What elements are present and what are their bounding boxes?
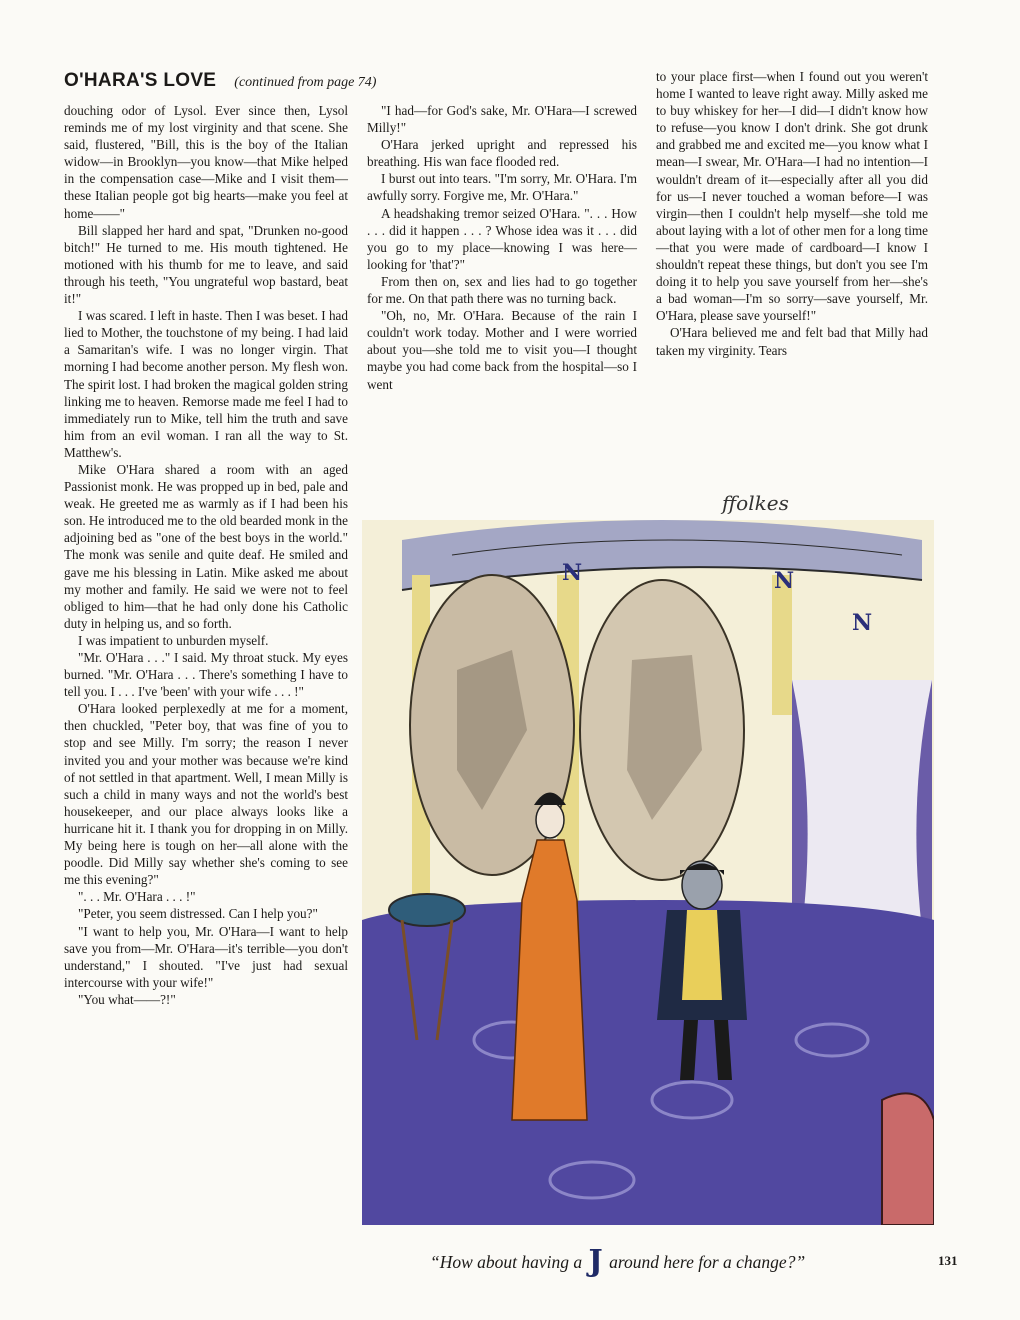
paragraph: "I want to help you, Mr. O'Hara—I want to help save you from—Mr. O'Hara—it's terrible—you don't understand," I shouted. "I've just had sexual intercourse with your wife!" [64, 923, 348, 990]
paragraph: O'Hara jerked upright and repressed his breathing. His wan face flooded red. [367, 137, 637, 170]
paragraph: "You what——?!" [78, 991, 176, 1007]
paragraph: I was impatient to unburden myself. [78, 632, 269, 648]
paragraph: "I had—for God's sake, Mr. O'Hara—I screwed Milly!" [367, 103, 637, 136]
paragraph: to your place first—when I found out you weren't home I wanted to leave right away. Milly asked me to buy whiskey for her—I did—I didn't know how to refuse—you know I don't drink. She got drunk and grabbed me and excited me—you know what I mean—I swear, Mr. O'Hara—I had no intention—I wouldn't dream of it—especially after all you did for us—I never touched a woman before—I was virgin—then I couldn't help myself—she told me about laying with a lot of other men for a long time—that you were made of cardboard—I know I shouldn't repeat these things, but don't you see I'm doing it to help you save yourself from her—she's a bad woman—I'm so sorry—save yourself, Mr. O'Hara, please save yourself!" [656, 69, 928, 324]
emblem-n: N [774, 568, 795, 594]
paragraph: "Oh, no, Mr. O'Hara. Because of the rain I couldn't work today. Mother and I were worried about you—she told me to visit you—I thought maybe you had come back from the hospital—so I went [367, 308, 637, 392]
paragraph: Bill slapped her hard and spat, "Drunken no-good bitch!" He turned to me. His mouth tightened. He motioned with his thumb for me to leave, and said through his teeth, "You ungrateful wop bastard, beat it!" [64, 222, 348, 307]
article-header [64, 70, 376, 92]
emblem-n: N [852, 610, 873, 636]
page-number: 131 [938, 1253, 958, 1268]
paragraph: From then on, sex and lies had to go together for me. On that path there was no turning back. [367, 273, 637, 307]
paragraph: O'Hara believed me and felt bad that Milly had taken my virginity. Tears [656, 325, 928, 358]
cartoon-caption [430, 1244, 805, 1279]
caption-text-start: “How about having a [430, 1252, 583, 1272]
artist-signature: ffolkes [722, 491, 789, 515]
paragraph: "Mr. O'Hara . . ." I said. My throat stuck. My eyes burned. "Mr. O'Hara . . . There's something I have to tell you. I . . . I've 'been' with your wife . . . !" [64, 650, 348, 700]
text-column-1 [64, 102, 348, 1008]
paragraph: "Peter, you seem distressed. Can I help you?" [78, 906, 318, 922]
paragraph: douching odor of Lysol. Ever since then, Lysol reminds me of my lost virginity and that scene. She said, flustered, "Bill, this is the boy of the Italian widow—in Brooklyn—you know—that Mike helped in the compensation case—Mike and I visit them—these Italian people got big hearts—make you feel at home——" [64, 103, 348, 221]
paragraph: A headshaking tremor seized O'Hara. ". . . How . . . did it happen . . . ? Whose idea was it . . . did you go to my place—knowing I was here—looking for 'that'?" [367, 205, 637, 272]
article-title: O'HARA'S LOVE [64, 70, 217, 91]
caption-text-end: around here for a change?” [609, 1252, 806, 1272]
continued-note: (continued from page 74) [234, 75, 377, 90]
text-column-3 [656, 68, 928, 359]
paragraph: I burst out into tears. "I'm sorry, Mr. O'Hara. I'm awfully sorry. Forgive me, Mr. O'Hara." [367, 171, 637, 204]
paragraph: Mike O'Hara shared a room with an aged Passionist monk. He was propped up in bed, pale and weak. He greeted me as warmly as if I had been his son. He introduced me to the old bearded monk in the adjoining bed as "one of the best boys in the world." The monk was senile and quite deaf. He smiled and gave me his blessing in Latin. Mike asked me about my mother and family. He said we were not to feel obliged to him—that he had only done his Catholic duty in helping us, and so forth. [64, 461, 348, 631]
text-column-2 [367, 102, 637, 393]
emblem-n: N [562, 560, 583, 586]
cartoon-illustration [362, 480, 934, 1225]
caption-emblem-letter: J [588, 1244, 603, 1279]
paragraph: O'Hara looked perplexedly at me for a moment, then chuckled, "Peter boy, that was fine of you to stop and see Milly. I'm sorry; the reason I never invited you and your mother was because we're kind of not settled in that apartment. Well, I mean Milly is such a child in many ways and not the world's best housekeeper, and our place always looks like a hurricane hit it. I thank you for dropping in on Milly. My being here is tough on her—all alone with the poodle. Did Milly say whether she's coming to see me this evening?" [64, 701, 348, 888]
paragraph: ". . . Mr. O'Hara . . . !" [78, 889, 196, 905]
paragraph: I was scared. I left in haste. Then I was beset. I had lied to Mother, the touchstone of my being. I had laid a Samaritan's wife. I was no longer virgin. That morning I had become another person. My flesh won. The spirit lost. I had broken the magical golden string linking me to heaven. Remorse made me feel I had to immediately run to Mike, tell him the truth and save him from an evil woman. I ran all the way to St. Matthew's. [64, 308, 348, 460]
